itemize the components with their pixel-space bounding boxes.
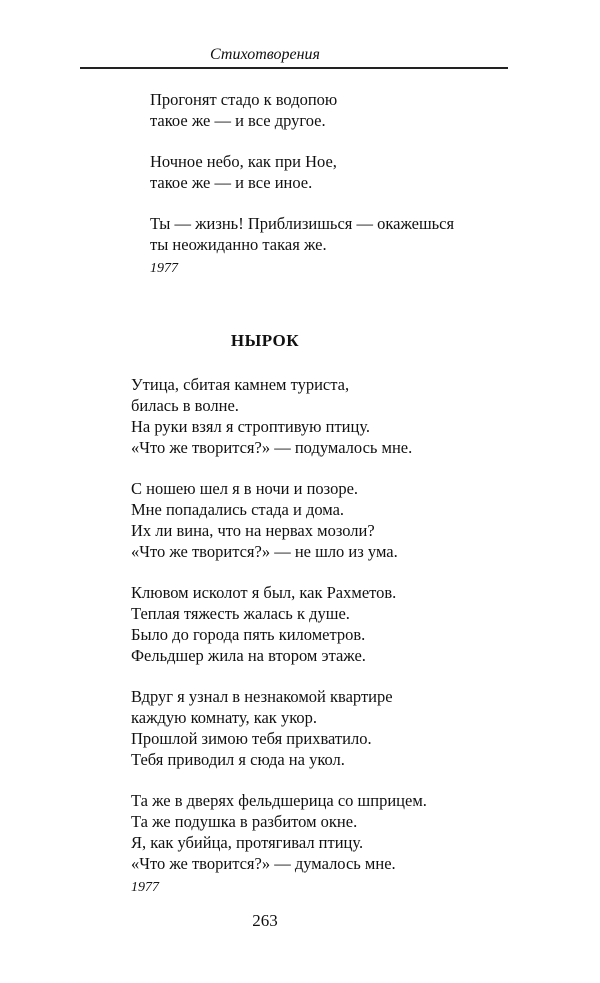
- poem-year: 1977: [131, 880, 159, 895]
- verse-line: На руки взял я строптивую птицу.: [131, 417, 371, 436]
- verse-line: Та же подушка в разбитом окне.: [131, 812, 358, 831]
- verse-line: Фельдшер жила на втором этаже.: [131, 646, 366, 665]
- verse-line: «Что же творится?» — думалось мне.: [131, 854, 396, 873]
- verse-line: Та же в дверях фельдшерица со шприцем.: [131, 791, 427, 810]
- running-head: Стихотворения: [210, 46, 320, 63]
- stanza: [131, 478, 427, 562]
- poem-2: [131, 374, 427, 898]
- stanza: [131, 374, 427, 458]
- verse-line: каждую комнату, как укор.: [131, 708, 317, 727]
- verse-line: Клювом исколот я был, как Рахметов.: [131, 583, 397, 602]
- verse-line: Ты — жизнь! Приблизишься — окажешься: [150, 214, 455, 233]
- stanza: [150, 89, 454, 131]
- poem-title: НЫРОК: [230, 331, 300, 350]
- stanza: [150, 213, 454, 255]
- verse-line: С ношею шел я в ночи и позоре.: [131, 479, 359, 498]
- stanza: [131, 790, 427, 874]
- verse-line: Вдруг я узнал в незнакомой квартире: [131, 687, 393, 706]
- verse-line: «Что же творится?» — не шло из ума.: [131, 542, 398, 561]
- verse-line: Ночное небо, как при Ное,: [150, 152, 337, 171]
- verse-line: Тебя приводил я сюда на укол.: [131, 750, 345, 769]
- verse-line: Прогонят стадо к водопою: [150, 90, 338, 109]
- verse-line: билась в волне.: [131, 396, 239, 415]
- stanza: [131, 686, 427, 770]
- poem-year: 1977: [150, 261, 178, 276]
- stanza: [131, 582, 427, 666]
- verse-line: Было до города пять километров.: [131, 625, 366, 644]
- verse-line: Теплая тяжесть жалась к душе.: [131, 604, 350, 623]
- verse-line: Прошлой зимою тебя прихватило.: [131, 729, 372, 748]
- verse-line: такое же — и все иное.: [150, 173, 313, 192]
- page-number: 263: [252, 911, 278, 930]
- verse-line: Я, как убийца, протягивал птицу.: [131, 833, 364, 852]
- verse-line: такое же — и все другое.: [150, 111, 326, 130]
- stanza: [150, 151, 454, 193]
- header-rule: [80, 67, 508, 69]
- verse-line: ты неожиданно такая же.: [150, 235, 327, 254]
- verse-line: «Что же творится?» — подумалось мне.: [131, 438, 413, 457]
- verse-line: Их ли вина, что на нервах мозоли?: [131, 521, 375, 540]
- verse-line: Утица, сбитая камнем туриста,: [131, 375, 350, 394]
- poem-1: [150, 89, 454, 279]
- verse-line: Мне попадались стада и дома.: [131, 500, 345, 519]
